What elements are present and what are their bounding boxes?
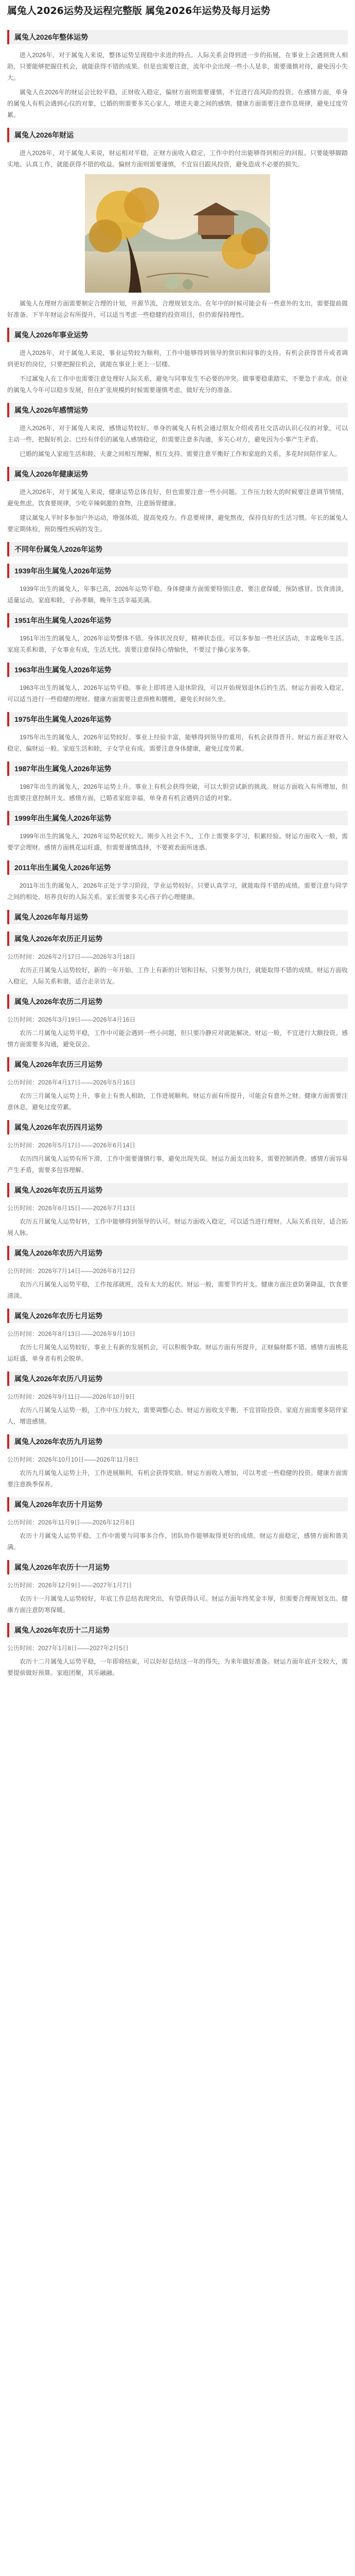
section-heading-text: 2011年出生属兔人2026年运势 [14,863,111,872]
paragraph: 1963年出生的属兔人，2026年运势平稳。事业上即将进入退休阶段，可以开始规划退休后的生活。财运方面收入稳定，可以适当进行一些稳健的理财。健康方面需要注意颈椎和腰椎，避免长时间久坐。 [7,684,348,703]
section-heading-text: 属兔人2026年农历九月运势 [14,1437,103,1446]
section-heading-text: 1987年出生属兔人2026年运势 [14,765,112,773]
paragraph: 进入2026年，对于属兔人来说，感情运势较好。单身的属兔人有机会通过朋友介绍或者社交活动认识心仪的对象，可以主动一些，把握好机会。已经有伴侣的属兔人感情稳定，但需要注意多沟通，多关心对方，避免因为小事产生矛盾。 [7,425,348,443]
section-heading-text: 属兔人2026年事业运势 [14,331,88,339]
section-heading [7,1183,348,1197]
date-range: 公历时间：2027年1月8日——2027年2月5日 [7,1645,129,1652]
paragraph: 不过属兔人在工作中也需要注意处理好人际关系，避免与同事发生不必要的冲突。做事要稳重踏实，不要急于求成。创业的属兔人今年可以稳步发展，但在扩张规模的时候需要谨慎考虑，做好充分的准备。 [7,375,348,394]
paragraph: 进入2026年，对于属兔人来说，事业运势较为顺利，工作中能够得到领导的赏识和同事的支持。有机会获得晋升或者调到更好的岗位，只要把握住机会，就能在事业上更上一层楼。 [7,349,348,368]
paragraph: 1987年出生的属兔人，2026年运势上升。事业上有机会获得突破，可以大胆尝试新的挑战。财运方面收入有所增加，但也需要注意控制开支。感情方面，已婚者家庭幸福，单身者有机会遇到合适的对象。 [7,783,348,802]
section-heading-text: 属兔人2026年整体运势 [14,33,88,41]
section-heading-text: 1939年出生属兔人2026年运势 [14,567,112,575]
paragraph: 农历九月属兔人运势上升，工作进展顺利，有机会获得奖励。财运方面收入增加，可以考虑一些稳健的投资。健康方面需要注意换季保养。 [7,1469,348,1488]
page-title: 属兔人2026运势及运程完整版 属兔2026年运势及每月运势 [7,5,271,16]
date-range: 公历时间：2026年4月17日——2026年5月16日 [7,1079,136,1086]
section-heading [7,761,348,776]
section-heading [7,860,348,875]
paragraph: 进入2026年，对于属兔人来说，整体运势呈现稳中求进的特点。人际关系会得到进一步的拓展，在事业上会遇到贵人相助，只要能够把握住机会，就能获得不错的成果。但是也需要注意，流年中会出现一些小人是非，需要谨慎对待，避免因小失大。 [7,52,348,81]
paragraph: 农历十月属兔人运势平稳，工作中需要与同事多合作，团队协作能够取得更好的成绩。财运方面稳定，感情方面和谐美满。 [7,1532,348,1551]
date-range: 公历时间：2026年11月9日——2026年12月8日 [7,1519,135,1526]
section-heading-text: 属兔人2026年农历十月运势 [14,1500,103,1509]
section-heading-text: 属兔人2026年农历十二月运势 [14,1626,110,1634]
paragraph: 2011年出生的属兔人，2026年正处于学习阶段，学业运势较好。只要认真学习，就能取得不错的成绩。需要注意与同学之间的相处，培养良好的人际关系。家长需要多关心孩子的心理健康。 [7,882,348,901]
paragraph: 属兔人在2026年的财运会比较平稳，正财收入稳定，偏财方面则需要谨慎，不宜进行高风险的投资。在感情方面，单身的属兔人有机会遇到心仪的对象，已婚的则需要多关心家人，增进夫妻之间的感情。健康方面需要注意作息规律，避免过度劳累。 [7,89,348,118]
section-heading [7,328,348,342]
section-heading-text: 属兔人2026年健康运势 [14,470,88,478]
section-heading-text: 属兔人2026年农历五月运势 [14,1186,103,1194]
paragraph: 农历五月属兔人运势好转，工作中能够得到领导的认可。财运方面收入稳定，可以适当进行理财。人际关系良好，适合拓展人脉。 [7,1218,348,1236]
section-heading-text: 1999年出生属兔人2026年运势 [14,814,112,822]
paragraph: 农历四月属兔人运势有所下滑，工作中需要谨慎行事，避免出现失误。财运方面支出较多，需要控制消费。感情方面容易产生矛盾，需要多包容理解。 [7,1155,348,1174]
section-heading [7,1560,348,1574]
section-heading [7,403,348,417]
paragraph: 农历三月属兔人运势上升，事业上有贵人相助，工作进展顺利。财运方面有所提升，可能会有意外之财。健康方面需要注意休息，避免过度劳累。 [7,1092,348,1111]
section-heading [7,1371,348,1386]
paragraph: 农历十一月属兔人运势较好，年底工作总结表现突出，有望获得认可。财运方面年终奖金丰厚，但需要合理规划支出。健康方面注意防寒保暖。 [7,1595,348,1614]
paragraph: 已婚的属兔人家庭生活和睦，夫妻之间相互理解，相互支持。需要注意平衡好工作和家庭的关系，多花时间陪伴家人。 [20,450,341,457]
section-heading [7,931,348,946]
paragraph: 1951年出生的属兔人，2026年运势整体不错。身体状况良好，精神状态佳。可以多参加一些社区活动，丰富晚年生活。家庭关系和谐，子女事业有成，生活无忧。需要注意保持心情愉快，不要过于操心家务事。 [7,635,348,653]
section-heading-text: 1975年出生属兔人2026年运势 [14,715,112,723]
section-heading [7,663,348,677]
section-heading-text: 属兔人2026年农历十一月运势 [14,1563,110,1571]
section-heading [7,1120,348,1134]
date-range: 公历时间：2026年7月14日——2026年8月12日 [7,1267,136,1275]
paragraph: 1939年出生的属兔人，年事已高，2026年运势平稳。身体健康方面需要特别注意，要注意保暖，预防感冒。饮食清淡，适量运动。家庭和睦，子孙孝顺，晚年生活幸福美满。 [7,585,348,604]
section-heading [7,1309,348,1323]
date-range: 公历时间：2026年8月13日——2026年9月10日 [7,1330,136,1337]
date-range: 公历时间：2026年3月19日——2026年4月16日 [7,1016,136,1023]
paragraph: 进入2026年，对于属兔人来说，健康运势总体良好，但也需要注意一些小问题。工作压力较大的时候要注意调节情绪，避免焦虑。饮食要规律，少吃辛辣刺激的食物，注意肠胃健康。 [7,488,348,507]
section-heading [7,1623,348,1637]
paragraph: 农历正月属兔人运势较好，新的一年开始，工作上有新的计划和目标，只要努力执行，就能取得不错的成绩。财运方面收入稳定，人际关系和谐，适合走亲访友。 [7,967,348,985]
section-heading [7,128,348,142]
section-heading [7,811,348,825]
paragraph: 属兔人在理财方面需要制定合理的计划，开源节流，合理规划支出。在年中的时候可能会有一些意外的支出，需要提前做好准备。下半年财运会有所提升，可以适当考虑一些稳健的投资项目，但仍需保持理性。 [7,300,348,318]
section-heading [7,613,348,628]
section-heading-text: 属兔人2026年农历六月运势 [14,1249,103,1257]
paragraph: 农历六月属兔人运势平稳，工作按部就班，没有太大的起伏。财运一般，需要节约开支。健康方面注意防暑降温，饮食要清淡。 [7,1281,348,1299]
section-heading [7,994,348,1009]
date-range: 公历时间：2026年12月9日——2027年1月7日 [7,1582,132,1589]
section-heading-text: 1951年出生属兔人2026年运势 [14,616,112,624]
section-heading-text: 属兔人2026年每月运势 [14,913,88,921]
section-heading [7,467,348,481]
section-heading-text: 属兔人2026年农历四月运势 [14,1123,103,1131]
paragraph: 1975年出生的属兔人，2026年运势较好。事业上经验丰富，能够得到领导的重用，有机会获得晋升。财运方面正财收入稳定，偏财运一般。家庭生活和睦，子女学业有成。需要注意身体健康，避免过度劳累。 [7,734,348,752]
section-heading-text: 属兔人2026年农历八月运势 [14,1375,103,1383]
section-heading [7,910,348,924]
landscape-illustration [85,174,270,293]
section-heading [7,30,348,44]
date-range: 公历时间：2026年10月10日——2026年11月8日 [7,1456,139,1463]
section-heading [7,1434,348,1449]
section-heading [7,1246,348,1260]
paragraph: 进入2026年，对于属兔人来说，财运相对平稳，正财方面收入稳定，工作中的付出能够得到相应的回报。只要能够脚踏实地、认真工作，就能获得不错的收益。偏财方面则需要谨慎，不宜盲目跟风投资，避免造成不必要的损失。 [7,149,348,168]
section-heading-text: 不同年份属兔人2026年运势 [14,545,103,553]
section-heading [7,712,348,726]
section-heading [7,1057,348,1072]
paragraph: 农历八月属兔人运势一般，工作中压力较大，需要调整心态。财运方面收支平衡，不宜冒险投资。家庭方面需要多陪伴家人，增进感情。 [7,1406,348,1425]
paragraph: 农历二月属兔人运势平稳，工作中可能会遇到一些小问题，但只要冷静应对就能解决。财运一般，不宜进行大额投资。感情方面需要多沟通，避免误会。 [7,1029,348,1048]
section-heading-text: 1963年出生属兔人2026年运势 [14,666,112,674]
date-range: 公历时间：2026年5月17日——2026年6月14日 [7,1142,136,1149]
paragraph: 建议属兔人平时多参加户外运动，增强体质，提高免疫力。作息要规律，避免熬夜，保持良好的生活习惯。年长的属兔人要定期体检，预防慢性疾病的发生。 [7,514,348,533]
section-heading [7,1497,348,1512]
section-heading-text: 属兔人2026年财运 [14,131,74,139]
section-heading [7,542,348,556]
paragraph: 1999年出生的属兔人，2026年运势起伏较大。刚步入社会不久，工作上需要多学习，积累经验。财运方面收入一般，需要学会理财。感情方面桃花运旺盛，但需要谨慎选择，不要被表面所迷惑。 [7,833,348,851]
paragraph: 农历十二月属兔人运势平稳，一年即将结束，可以好好总结这一年的得失，为来年做好准备。财运方面年底开支较大，需要提前做好预算。家庭团聚，其乐融融。 [7,1658,348,1676]
date-range: 公历时间：2026年6月15日——2026年7月13日 [7,1205,136,1212]
section-heading-text: 属兔人2026年农历正月运势 [14,935,103,943]
paragraph: 农历七月属兔人运势较好，事业上有新的发展机会，可以积极争取。财运方面有所提升，正财偏财都不错。感情方面桃花运旺盛，单身者有机会脱单。 [7,1344,348,1362]
section-heading-text: 属兔人2026年农历三月运势 [14,1060,103,1069]
section-heading-text: 属兔人2026年农历七月运势 [14,1312,103,1320]
date-range: 公历时间：2026年2月17日——2026年3月18日 [7,953,136,960]
section-heading [7,564,348,578]
date-range: 公历时间：2026年9月11日——2026年10月9日 [7,1393,135,1400]
section-heading-text: 属兔人2026年感情运势 [14,406,88,414]
section-heading-text: 属兔人2026年农历二月运势 [14,997,103,1006]
